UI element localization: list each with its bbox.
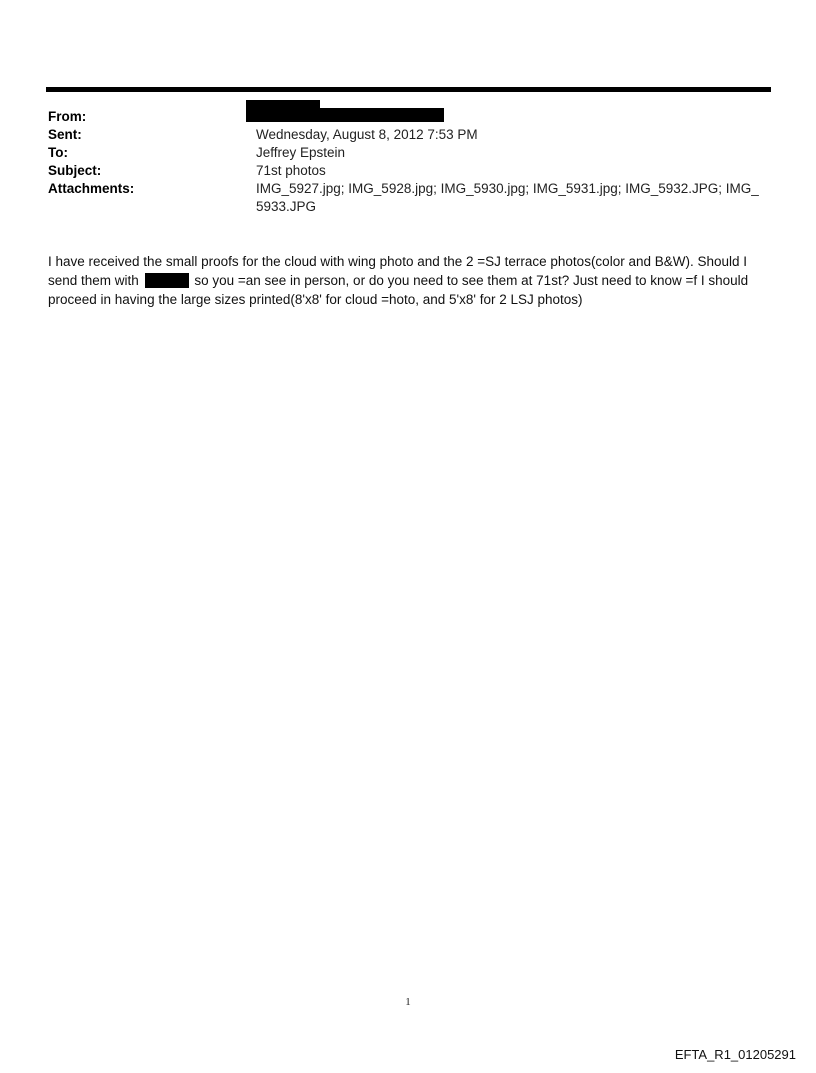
subject-value: 71st photos <box>256 163 326 178</box>
redaction-block <box>256 108 454 126</box>
body-text-part1: I have received the small proofs for the cloud with wing photo and the 2 =SJ terrace photos(color and B&W). Should I send them with <box>48 254 748 288</box>
from-row <box>48 108 768 126</box>
email-body <box>48 252 768 309</box>
sent-row <box>48 126 768 144</box>
email-headers <box>48 108 768 216</box>
document-id: EFTA_R1_01205291 <box>674 1047 796 1062</box>
header-divider <box>46 87 771 92</box>
sent-value: Wednesday, August 8, 2012 7:53 PM <box>256 127 478 142</box>
body-text-part2: so you =an see in person, or do you need to see them at 71st? Just need to know =f I should proceed in having the large sizes printed(8'x8' for cloud =hoto, and 5'x8' for 2 LSJ photos) <box>48 273 749 307</box>
sent-label: Sent: <box>48 127 82 142</box>
attachments-value[interactable]: IMG_5927.jpg; IMG_5928.jpg; IMG_5930.jpg; IMG_5931.jpg; IMG_5932.JPG; IMG_ 5933.JPG <box>256 181 759 214</box>
to-label: To: <box>48 145 68 160</box>
attachments-label: Attachments: <box>48 181 135 196</box>
from-label: From: <box>48 109 87 124</box>
subject-label: Subject: <box>48 163 102 178</box>
body-paragraph <box>48 252 768 309</box>
page-number: 1 <box>405 996 411 1008</box>
to-row <box>48 144 768 162</box>
to-value: Jeffrey Epstein <box>256 145 346 160</box>
redaction-block <box>145 273 189 288</box>
attachments-row <box>48 180 768 216</box>
subject-row <box>48 162 768 180</box>
